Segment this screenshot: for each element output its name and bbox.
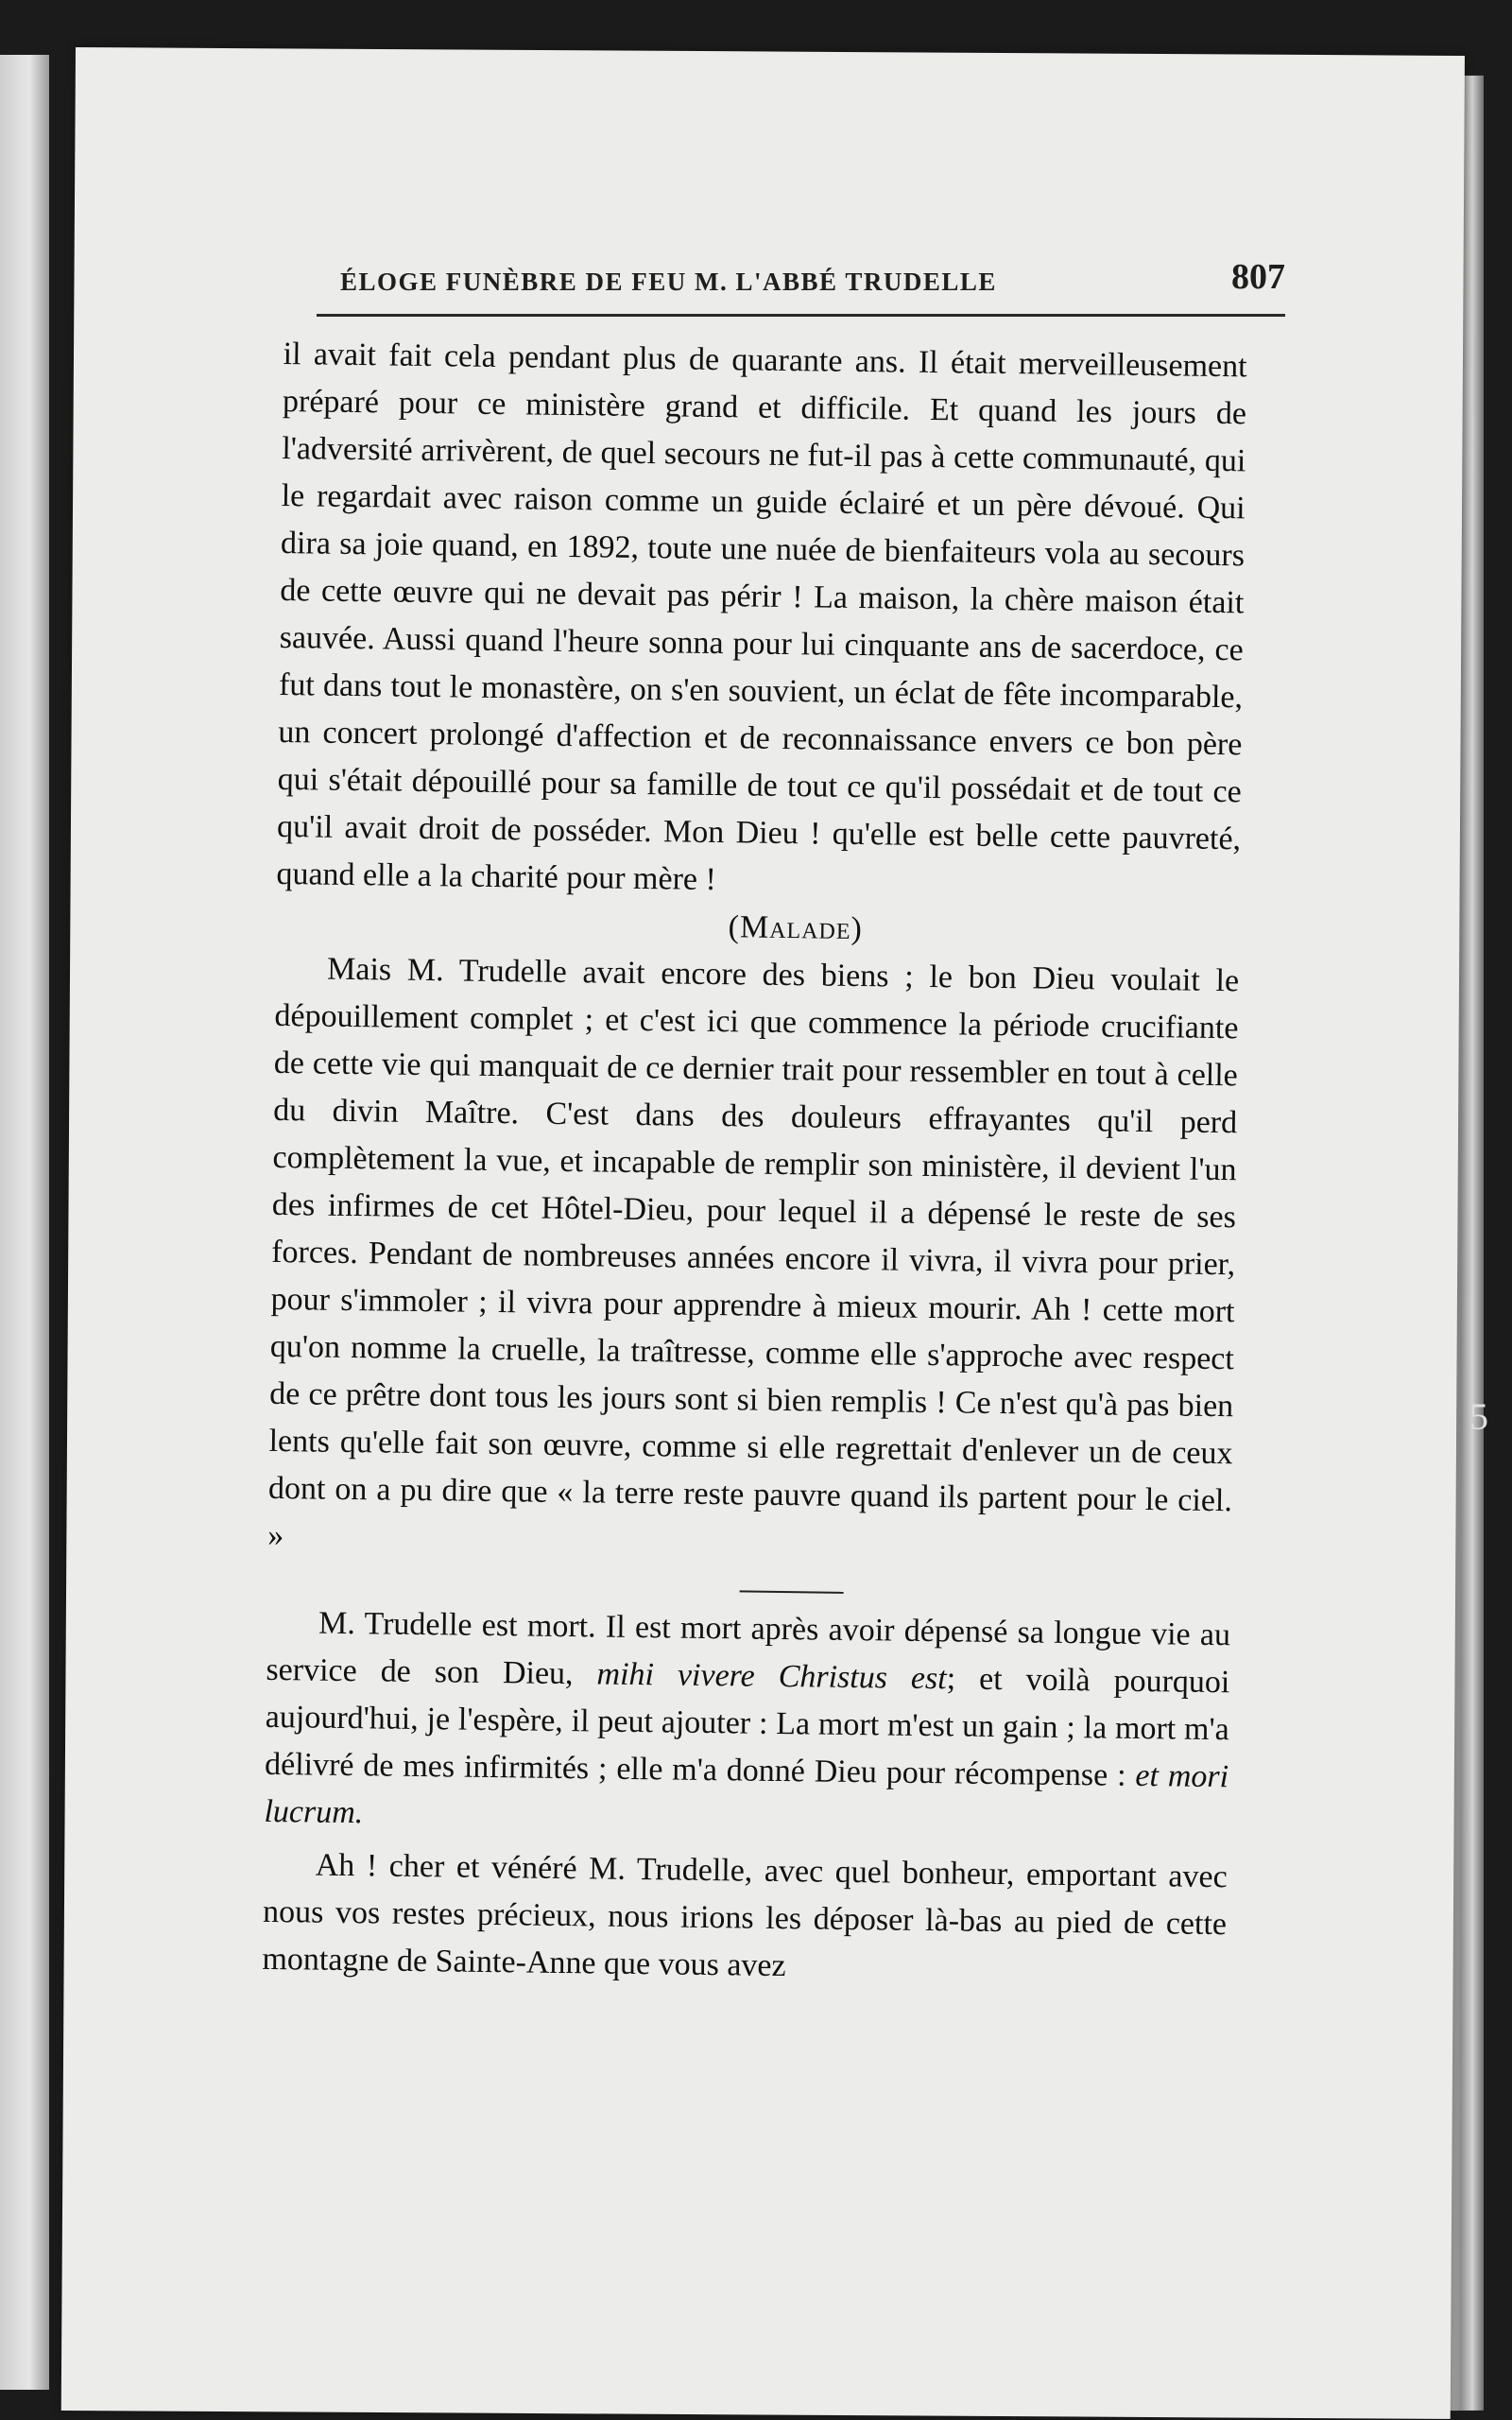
paragraph-mort-text-b: ; et voilà pourquoi aujourd'hui, je l'espère, il peut ajouter : La mort m'est un gain ; la mort m'a délivré de mes infirmités ; elle m'a donné Dieu pour récompense : (264, 1661, 1230, 1793)
paragraph-final: Ah ! cher et vénéré M. Trudelle, avec quel bonheur, emportant avec nous vos restes précieux, nous irions les déposer là-bas au pied de cette montagne de Sainte-Anne que vous avez (262, 1847, 1228, 1984)
facing-page-edge (0, 55, 49, 2390)
latin-quote-2: et mori lucrum. (264, 1757, 1229, 1831)
paragraph-mort (264, 1599, 1230, 1848)
page-number: 807 (1231, 257, 1285, 297)
section-separator (740, 1590, 844, 1593)
margin-mark: 5 (1469, 1395, 1488, 1438)
running-head-title: ÉLOGE FUNÈBRE DE FEU M. L'ABBÉ TRUDELLE (340, 268, 997, 296)
paragraph-mort-text-a: M. Trudelle est mort. Il est mort après avoir dépensé sa longue vie au service de son Dieu, (266, 1605, 1231, 1692)
latin-quote-1: mihi vivere Christus est (596, 1656, 947, 1697)
paragraph-malade: Mais M. Trudelle avait encore des biens ; le bon Dieu voulait le dépouillement complet ; et c'est ici que commence la période crucifiante de cette vie qui manquait de ce dernier trait pour ressembler en tout à celle du divin Maître. C'est dans des douleurs effrayantes qu'il perd complètement la vue, et incapable de remplir son ministère, il devient l'un des infirmes de cet Hôtel-Dieu, pour lequel il a dépensé le reste de ses forces. Pendant de nombreuses années encore il vivra, il vivra pour prier, pour s'immoler ; il vivra pour apprendre à mieux mourir. Ah ! cette mort qu'on nomme la cruelle, la traîtresse, comme elle s'approche avec respect de ce prêtre dont tous les jours sont si bien remplis ! Ce n'est qu'à pas bien lents qu'elle fait son œuvre, comme si elle regrettait d'enlever un de ceux dont on a pu dire que « la terre reste pauvre quand ils partent pour le ciel. » (267, 951, 1240, 1554)
paragraph-continuation: il avait fait cela pendant plus de quarante ans. Il était merveilleusement préparé pour ce ministère grand et difficile. Et quand les jours de l'adversité arrivèrent, de quel secours ne fut-il pas à cette communauté, qui le regardait avec raison comme un guide éclairé et un père dévoué. Qui dira sa joie quand, en 1892, toute une nuée de bienfaiteurs vola au secours de cette œuvre qui ne devait pas périr ! La maison, la chère maison était sauvée. Aussi quand l'heure sonna pour lui cinquante ans de sacerdoce, ce fut dans tout le monastère, on s'en souvient, un éclat de fête incomparable, un concert prolongé d'affection et de reconnaissance envers ce bon père qui s'était dépouillé pour sa famille de tout ce qu'il possédait et de tout ce qu'il avait droit de posséder. Mon Dieu ! qu'elle est belle cette pauvreté, quand elle a la charité pour mère ! (276, 336, 1247, 898)
header-rule (317, 314, 1285, 317)
body-text (262, 331, 1247, 1996)
section-heading: (Malade) (728, 909, 864, 947)
running-head (340, 251, 1285, 307)
